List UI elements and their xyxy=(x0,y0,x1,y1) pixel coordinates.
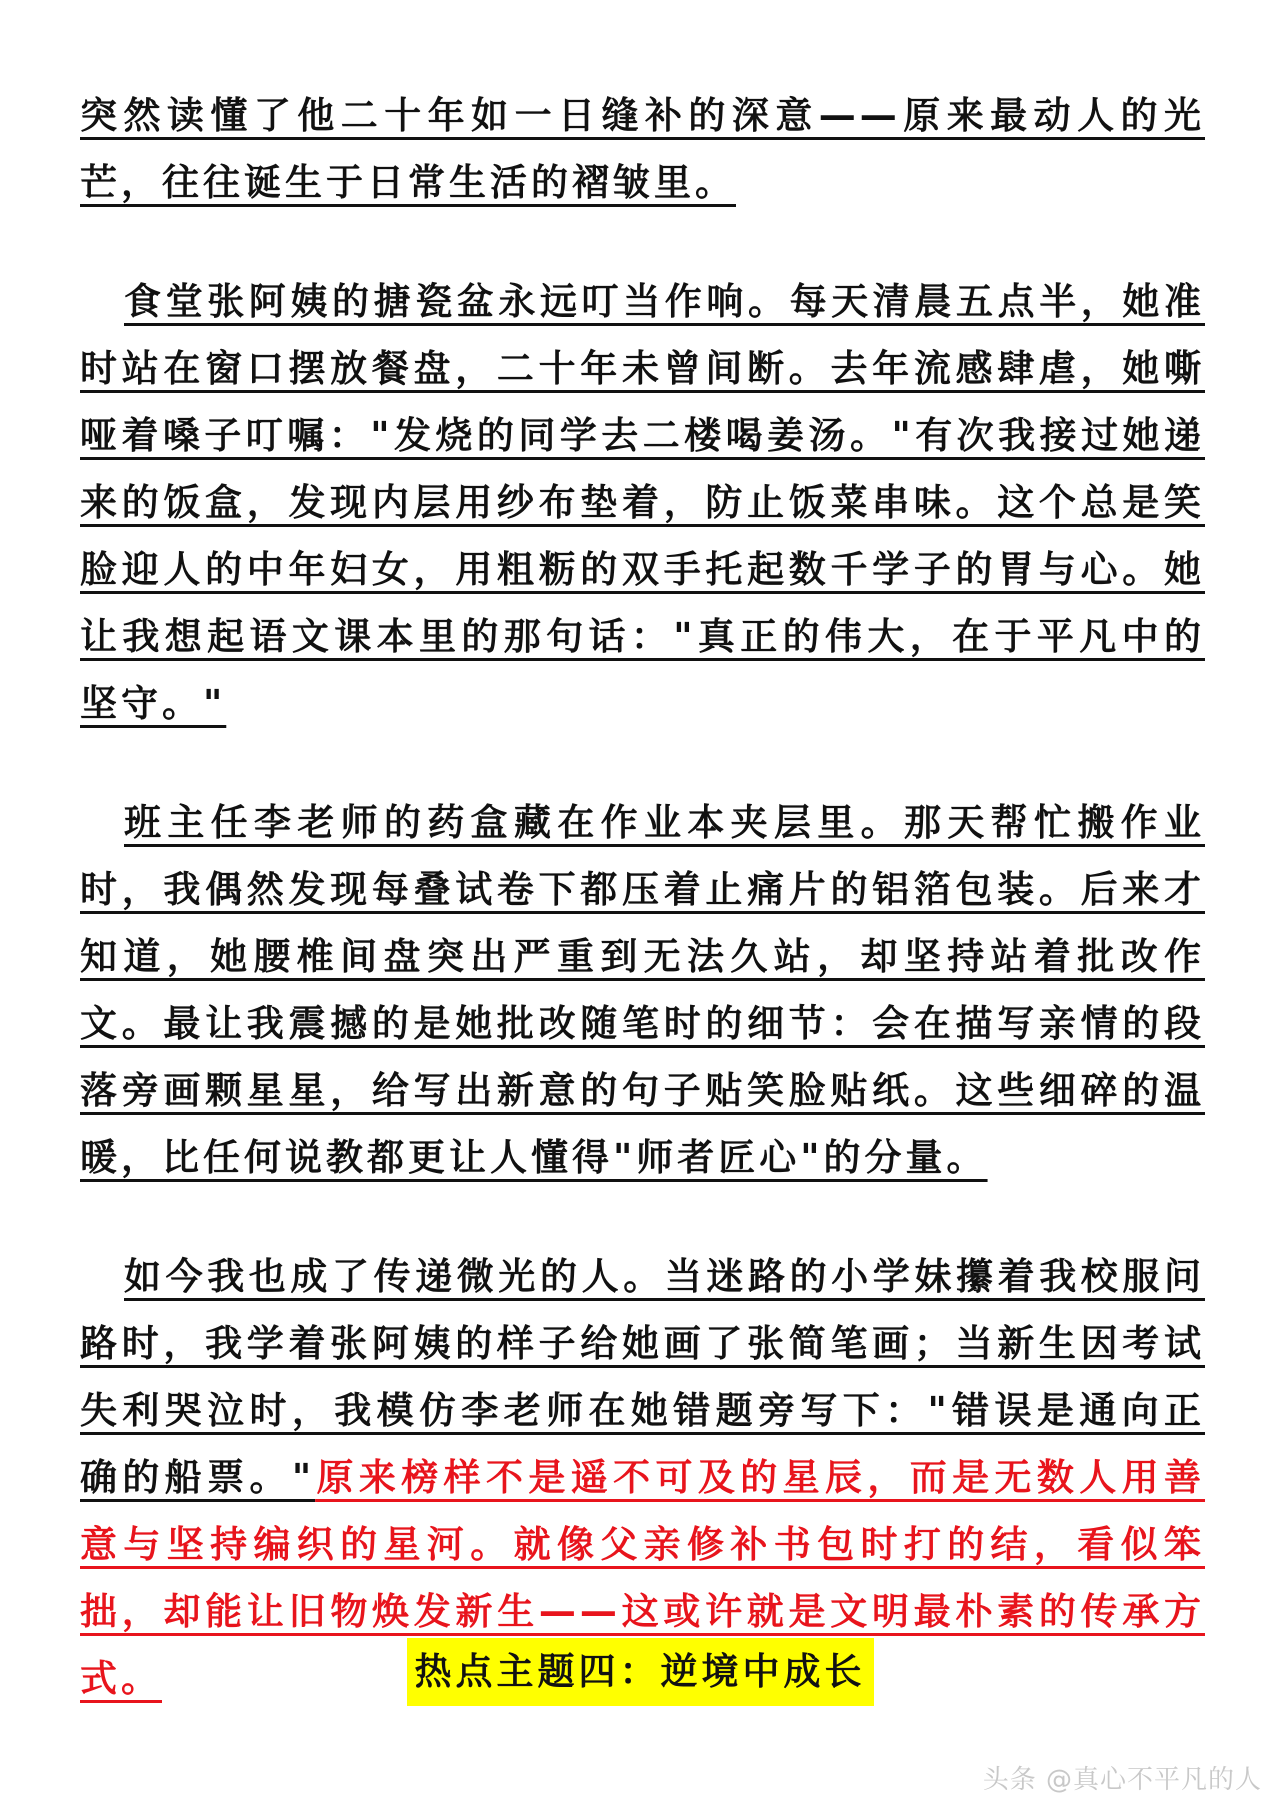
paragraph-3-text: 班主任李老师的药盒藏在作业本夹层里。那天帮忙搬作业时，我偶然发现每叠试卷下都压着止痛片的铝箔包装。后来才知道，她腰椎间盘突出严重到无法久站，却坚持站着批改作文。最让我震撼的是她批改随笔时的细节：会在描写亲情的段落旁画颗星星，给写出新意的句子贴笑脸贴纸。这些细碎的温暖，比任何说教都更让人懂得"师者匠心"的分量。 xyxy=(80,801,1205,1179)
paragraph-1-text: 突然读懂了他二十年如一日缝补的深意——原来最动人的光芒，往往诞生于日常生活的褶皱里。 xyxy=(80,94,1205,204)
paragraph-2 xyxy=(80,268,1205,737)
heading-container xyxy=(0,1638,1280,1706)
watermark-text: 头条 @真心不平凡的人 xyxy=(982,1765,1262,1795)
document-body xyxy=(80,82,1205,1764)
paragraph-2-text: 食堂张阿姨的搪瓷盆永远叮当作响。每天清晨五点半，她准时站在窗口摆放餐盘，二十年未曾间断。去年流感肆虐，她嘶哑着嗓子叮嘱："发烧的同学去二楼喝姜汤。"有次我接过她递来的饭盒，发现内层用纱布垫着，防止饭菜串味。这个总是笑脸迎人的中年妇女，用粗粝的双手托起数千学子的胃与心。她让我想起语文课本里的那句话："真正的伟大，在于平凡中的坚守。" xyxy=(80,280,1205,725)
paragraph-3 xyxy=(80,789,1205,1191)
paragraph-4-text: 如今我也成了传递微光的人。当迷路的小学妹攥着我校服问路时，我学着张阿姨的样子给她画了张简笔画；当新生因考试失利哭泣时，我模仿李老师在她错题旁写下："错误是通向正确的船票。" xyxy=(80,1255,1205,1499)
paragraph-1 xyxy=(80,82,1205,216)
paragraph-4-red-text: 原来榜样不是遥不可及的星辰，而是无数人用善意与坚持编织的星河。就像父亲修补书包时打的结，看似笨拙，却能让旧物焕发新生——这或许就是文明最朴素的传承方式。 xyxy=(80,1456,1206,1700)
topic-heading: 热点主题四：逆境中成长 xyxy=(407,1638,874,1706)
